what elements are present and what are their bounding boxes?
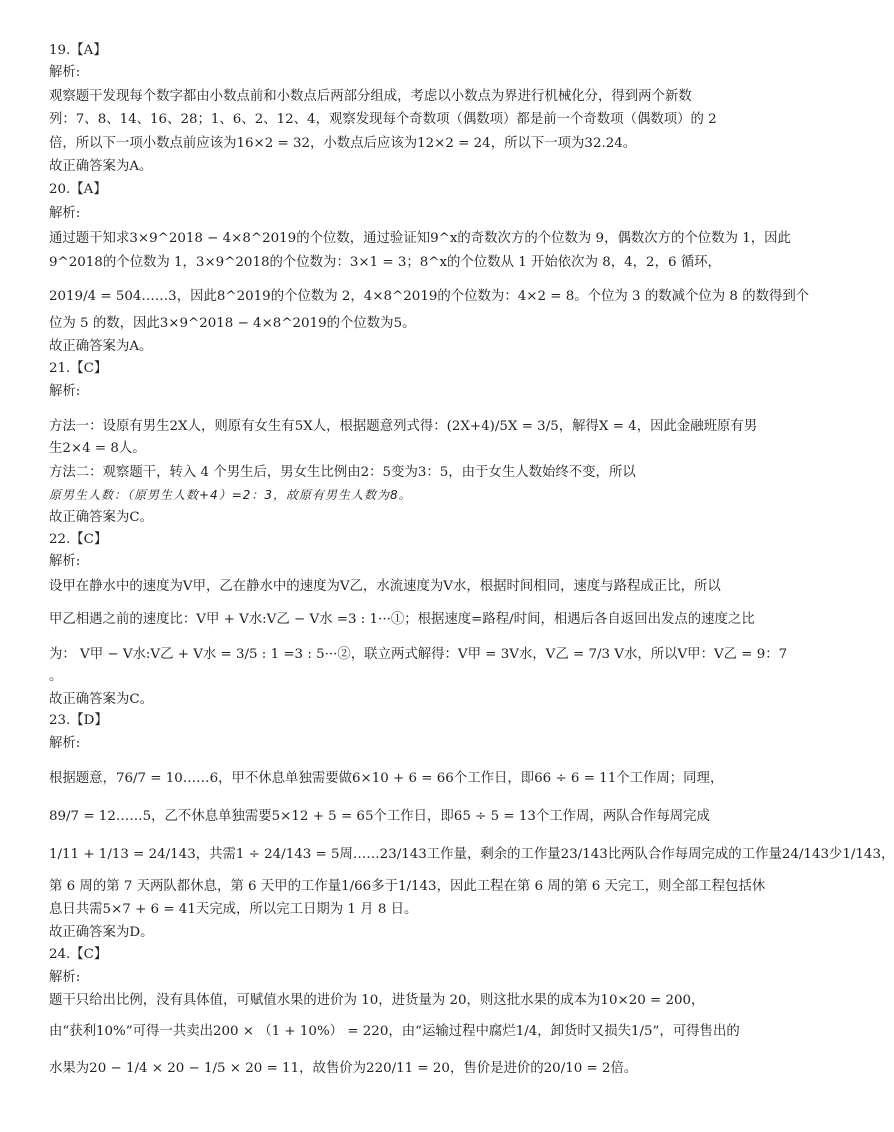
item-22-heading: 22.【C】 [49, 532, 108, 547]
text: 位为 5 的数，因此3×9^2018 − 4×8^2019的个位数为5。 [49, 316, 416, 331]
item-19-line-1 [49, 88, 692, 106]
item-20-label: 解析: [49, 206, 81, 221]
text: 为： V甲 − V水:V乙 + V水 = 3/5 : 1 =3 : 5···②，联立两式解得：V甲 = 3V水，V乙 = 7/3 V水，所以V甲：V乙 = 9：7 [49, 647, 788, 662]
text: 方法二：观察题干，转入 4 个男生后，男女生比例由2：5变为3：5，由于女生人数始终不变，所以 [49, 465, 636, 480]
item-19-heading: 19.【A】 [49, 43, 107, 58]
text: 原男生人数：（原男生人数+4）=2：3，故原有男生人数为8。 [49, 488, 412, 502]
text: 。 [49, 669, 63, 684]
item-19-line-4 [49, 158, 152, 176]
item-23-line-6 [49, 924, 153, 942]
text: 观察题干发现每个数字都由小数点前和小数点后两部分组成，考虑以小数点为界进行机械化分，得到两个新数 [49, 89, 692, 104]
text: 9^2018的个位数为 1，3×9^2018的个位数为：3×1 = 3；8^x的个位数从 1 开始依次为 8，4，2，6 循环， [49, 255, 721, 270]
text: 故正确答案为D。 [49, 925, 154, 940]
item-22-line-1 [49, 578, 721, 596]
item-24-line-1 [49, 992, 704, 1010]
text: 由“获利10%”可得一共卖出200 × （1 + 10%） = 220，由“运输过程中腐烂1/4，卸货时又损失1/5”，可得售出的 [49, 1024, 740, 1039]
text: 题干只给出比例，没有具体值，可赋值水果的进价为 10，进货量为 20，则这批水果的成本为10×20 = 200， [49, 993, 705, 1008]
text: 水果为20 − 1/4 × 20 − 1/5 × 20 = 11，故售价为220/11 = 20，售价是进价的20/10 = 2倍。 [49, 1061, 638, 1076]
item-22-line-3 [49, 646, 787, 664]
item-24-label: 解析: [49, 970, 81, 985]
text: 故正确答案为C。 [49, 692, 153, 707]
item-19-label: 解析: [49, 65, 81, 80]
item-23-line-2 [49, 808, 710, 826]
text: 方法一：设原有男生2X人，则原有女生有5X人，根据题意列式得：(2X+4)/5X = 3/5，解得X = 4，因此金融班原有男 [49, 419, 758, 434]
item-23-line-1 [49, 770, 723, 788]
item-23-line-5 [49, 901, 417, 919]
text: 故正确答案为A。 [49, 159, 153, 174]
text: 故正确答案为A。 [49, 339, 153, 354]
item-24-heading: 24.【C】 [49, 947, 108, 962]
item-22-label: 解析: [49, 554, 81, 569]
item-22-line-4 [49, 668, 62, 686]
item-20-line-5 [49, 338, 152, 356]
text: 息日共需5×7 + 6 = 41天完成，所以完工日期为 1 月 8 日。 [49, 902, 418, 917]
text: 倍，所以下一项小数点前应该为16×2 = 32，小数点后应该为12×2 = 24，所以下一项为32.24。 [49, 136, 637, 151]
text: 甲乙相遇之前的速度比：V甲 + V水:V乙 − V水 =3 : 1···①；根据速度=路程/时间，相遇后各自返回出发点的速度之比 [49, 612, 755, 627]
text: 89/7 = 12……5，乙不休息单独需要5×12 + 5 = 65个工作日，即65 ÷ 5 = 13个工作周，两队合作每周完成 [49, 809, 710, 824]
item-21-line-2 [49, 440, 146, 458]
item-21-line-3 [49, 464, 636, 482]
item-23-line-4 [49, 878, 765, 896]
text: 通过题干知求3×9^2018 − 4×8^2019的个位数，通过验证知9^x的奇数次方的个位数为 9，偶数次方的个位数为 1，因此 [49, 231, 791, 246]
text: 根据题意，76/7 = 10……6，甲不休息单独需要做6×10 + 6 = 66个工作日，即66 ÷ 6 = 11个工作周；同理， [49, 771, 724, 786]
item-23-heading: 23.【D】 [49, 713, 108, 728]
item-23-line-3 [49, 846, 894, 864]
text: 第 6 周的第 7 天两队都休息，第 6 天甲的工作量1/66多于1/143，因此工程在第 6 周的第 6 天完工，则全部工程包括休 [49, 879, 766, 894]
text: 设甲在静水中的速度为V甲，乙在静水中的速度为V乙，水流速度为V水，根据时间相同，速度与路程成正比，所以 [49, 579, 721, 594]
item-21-heading: 21.【C】 [49, 361, 108, 376]
item-22-line-2 [49, 611, 755, 629]
item-20-line-2 [49, 254, 721, 272]
item-24-line-2 [49, 1023, 740, 1041]
item-22-line-5 [49, 691, 153, 709]
item-20-line-4 [49, 315, 415, 333]
item-21-line-4 [49, 486, 412, 505]
item-23-label: 解析: [49, 736, 81, 751]
item-21-label: 解析: [49, 384, 81, 399]
item-20-line-3 [49, 288, 809, 306]
item-20-line-1 [49, 230, 791, 248]
text: 列：7、8、14、16、28；1、6、2、12、4，观察发现每个奇数项（偶数项）都是前一个奇数项（偶数项）的 2 [49, 112, 717, 127]
item-19-line-3 [49, 135, 636, 153]
item-21-line-5 [49, 509, 153, 527]
item-21-line-1 [49, 418, 757, 436]
item-24-line-3 [49, 1060, 637, 1078]
text: 2019/4 = 504……3，因此8^2019的个位数为 2，4×8^2019的个位数为：4×2 = 8。个位为 3 的数减个位为 8 的数得到个 [49, 289, 810, 304]
text: 故正确答案为C。 [49, 510, 153, 525]
item-19-line-2 [49, 111, 717, 129]
item-20-heading: 20.【A】 [49, 182, 107, 197]
text: 1/11 + 1/13 = 24/143，共需1 ÷ 24/143 = 5周……23/143工作量，剩余的工作量23/143比两队合作每周完成的工作量24/143少1/143， [49, 847, 894, 862]
text: 生2×4 = 8人。 [49, 441, 146, 456]
